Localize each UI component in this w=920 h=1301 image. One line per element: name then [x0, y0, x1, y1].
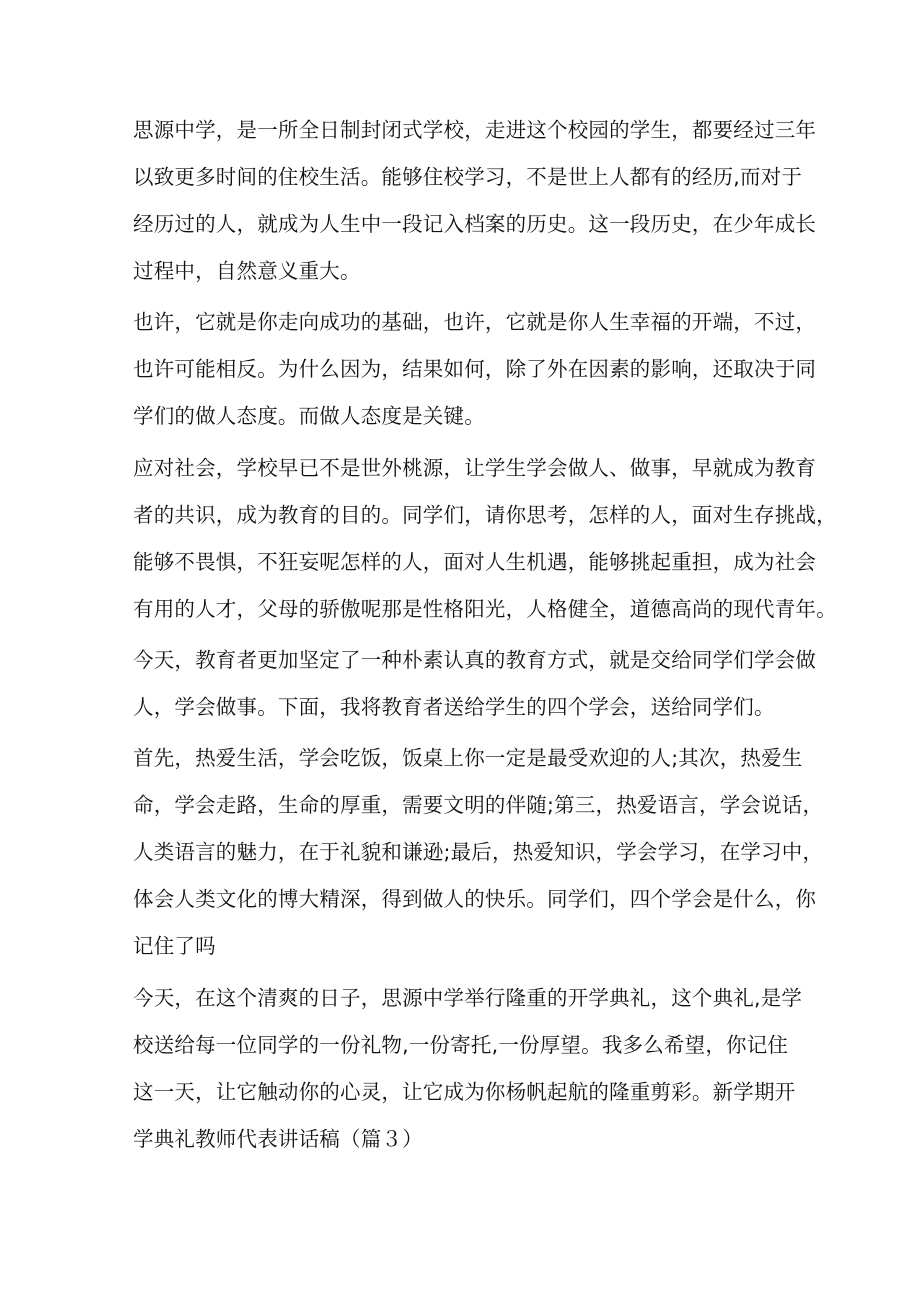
paragraph-6-line-1: 今天，在这个清爽的日子，思源中学举行隆重的开学典礼，这个典礼,是学	[133, 986, 803, 1010]
paragraph-2-line-3: 学们的做人态度。而做人态度是关键。	[133, 404, 485, 428]
paragraph-6-line-3: 这一天，让它触动你的心灵，让它成为你杨帆起航的隆重剪彩。新学期开	[133, 1080, 796, 1104]
paragraph-6-line-2: 校送给每一位同学的一份礼物,一份寄托,一份厚望。我多么希望，你记住	[133, 1033, 789, 1057]
paragraph-1-line-2: 以致更多时间的住校生活。能够住校学习，不是世上人都有的经历,而对于	[133, 165, 803, 189]
paragraph-3-line-2: 者的共识，成为教育的目的。同学们，请你思考，怎样的人，面对生存挑战，	[133, 503, 837, 527]
paragraph-5-line-1: 首先，热爱生活，学会吃饭，饭桌上你一定是最受欢迎的人;其次，热爱生	[133, 746, 803, 770]
paragraph-3-line-3: 能够不畏惧，不狂妄呢怎样的人，面对人生机遇，能够挑起重担，成为社会	[133, 550, 817, 574]
paragraph-6-line-4: 学典礼教师代表讲话稿（篇３）	[133, 1127, 423, 1151]
paragraph-5-line-3: 人类语言的魅力，在于礼貌和谦逊;最后，热爱知识，学会学习，在学习中，	[133, 840, 824, 864]
paragraph-2-line-2: 也许可能相反。为什么因为，结果如何，除了外在因素的影响，还取决于同	[133, 357, 817, 381]
paragraph-5-line-5: 记住了吗	[133, 934, 216, 958]
paragraph-4-line-1: 今天，教育者更加坚定了一种朴素认真的教育方式，就是交给同学们学会做	[133, 648, 817, 672]
paragraph-5-line-2: 命，学会走路，生命的厚重，需要文明的伴随;第三，热爱语言，学会说话，	[133, 793, 824, 817]
paragraph-4-line-2: 人，学会做事。下面，我将教育者送给学生的四个学会，送给同学们。	[133, 695, 775, 719]
paragraph-3-line-1: 应对社会，学校早已不是世外桃源，让学生学会做人、做事，早就成为教育	[133, 456, 817, 480]
paragraph-1-line-1: 思源中学，是一所全日制封闭式学校，走进这个校园的学生，都要经过三年	[133, 118, 817, 142]
paragraph-2-line-1: 也许，它就是你走向成功的基础，也许，它就是你人生幸福的开端，不过，	[133, 310, 817, 334]
paragraph-1-line-3: 经历过的人，就成为人生中一段记入档案的历史。这一段历史，在少年成长	[133, 212, 817, 236]
paragraph-3-line-4: 有用的人才，父母的骄傲呢那是性格阳光，人格健全，道德高尚的现代青年。	[133, 597, 837, 621]
paragraph-5-line-4: 体会人类文化的博大精深，得到做人的快乐。同学们，四个学会是什么，你	[133, 887, 817, 911]
paragraph-1-line-4: 过程中，自然意义重大。	[133, 259, 361, 283]
